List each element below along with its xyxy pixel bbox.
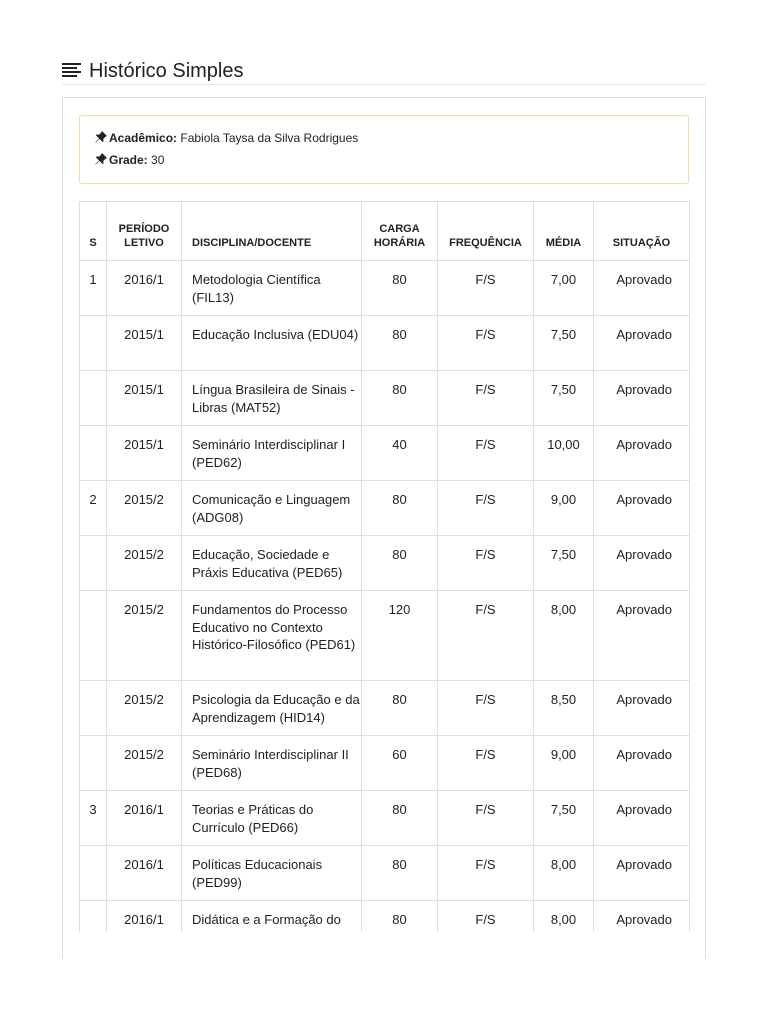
table-row xyxy=(80,681,690,736)
cell-media: 8,00 xyxy=(534,591,594,681)
cell-s xyxy=(80,316,107,371)
cell-s: 3 xyxy=(80,791,107,846)
table-row xyxy=(80,261,690,316)
cell-situacao: Aprovado xyxy=(594,536,690,591)
cell-carga: 120 xyxy=(362,591,438,681)
cell-media: 8,00 xyxy=(534,846,594,901)
cell-situacao: Aprovado xyxy=(594,591,690,681)
table-row xyxy=(80,316,690,371)
cell-periodo: 2016/1 xyxy=(107,261,182,316)
table-row xyxy=(80,736,690,791)
cell-s: 1 xyxy=(80,261,107,316)
header-situacao: SITUAÇÃO xyxy=(594,202,690,261)
cell-periodo: 2016/1 xyxy=(107,901,182,933)
page-title: Histórico Simples xyxy=(89,60,244,82)
cell-situacao: Aprovado xyxy=(594,371,690,426)
cell-media: 10,00 xyxy=(534,426,594,481)
table-row xyxy=(80,591,690,681)
cell-frequencia: F/S xyxy=(438,791,534,846)
grade-value: 30 xyxy=(151,153,165,167)
grade-label: Grade: xyxy=(109,153,148,167)
header-periodo: PERÍODO LETIVO xyxy=(107,202,182,261)
history-table xyxy=(79,201,690,932)
cell-s xyxy=(80,901,107,933)
cell-situacao: Aprovado xyxy=(594,261,690,316)
cell-disciplina: Educação, Sociedade e Práxis Educativa (PED65) xyxy=(182,536,362,591)
cell-situacao: Aprovado xyxy=(594,681,690,736)
cell-frequencia: F/S xyxy=(438,261,534,316)
cell-s xyxy=(80,736,107,791)
cell-disciplina: Comunicação e Linguagem (ADG08) xyxy=(182,481,362,536)
table-row xyxy=(80,536,690,591)
cell-media: 7,50 xyxy=(534,316,594,371)
cell-media: 7,50 xyxy=(534,791,594,846)
cell-s xyxy=(80,846,107,901)
cell-carga: 80 xyxy=(362,371,438,426)
cell-frequencia: F/S xyxy=(438,371,534,426)
cell-periodo: 2015/2 xyxy=(107,736,182,791)
cell-frequencia: F/S xyxy=(438,591,534,681)
cell-carga: 80 xyxy=(362,901,438,933)
cell-disciplina: Seminário Interdisciplinar II (PED68) xyxy=(182,736,362,791)
cell-s: 2 xyxy=(80,481,107,536)
cell-frequencia: F/S xyxy=(438,846,534,901)
cell-disciplina: Metodologia Científica (FIL13) xyxy=(182,261,362,316)
cell-frequencia: F/S xyxy=(438,426,534,481)
cell-periodo: 2015/1 xyxy=(107,316,182,371)
cell-media: 8,50 xyxy=(534,681,594,736)
cell-carga: 80 xyxy=(362,536,438,591)
cell-carga: 80 xyxy=(362,261,438,316)
table-row xyxy=(80,901,690,933)
cell-carga: 40 xyxy=(362,426,438,481)
cell-situacao: Aprovado xyxy=(594,791,690,846)
cell-carga: 60 xyxy=(362,736,438,791)
cell-disciplina: Educação Inclusiva (EDU04) xyxy=(182,316,362,371)
cell-disciplina: Psicologia da Educação e da Aprendizagem (HID14) xyxy=(182,681,362,736)
cell-carga: 80 xyxy=(362,481,438,536)
cell-frequencia: F/S xyxy=(438,481,534,536)
cell-s xyxy=(80,426,107,481)
cell-disciplina: Didática e a Formação do xyxy=(182,901,362,933)
cell-situacao: Aprovado xyxy=(594,481,690,536)
table-row xyxy=(80,426,690,481)
cell-disciplina: Fundamentos do Processo Educativo no Contexto Histórico-Filosófico (PED61) xyxy=(182,591,362,681)
header-media: MÉDIA xyxy=(534,202,594,261)
cell-disciplina: Seminário Interdisciplinar I (PED62) xyxy=(182,426,362,481)
table-header-row xyxy=(80,202,690,261)
cell-frequencia: F/S xyxy=(438,316,534,371)
cell-s xyxy=(80,591,107,681)
cell-media: 9,00 xyxy=(534,736,594,791)
cell-media: 9,00 xyxy=(534,481,594,536)
header-carga: CARGA HORÁRIA xyxy=(362,202,438,261)
cell-disciplina: Língua Brasileira de Sinais - Libras (MAT52) xyxy=(182,371,362,426)
cell-s xyxy=(80,681,107,736)
cell-disciplina: Teorias e Práticas do Currículo (PED66) xyxy=(182,791,362,846)
cell-s xyxy=(80,371,107,426)
cell-periodo: 2015/1 xyxy=(107,426,182,481)
cell-situacao: Aprovado xyxy=(594,901,690,933)
cell-carga: 80 xyxy=(362,681,438,736)
cell-s xyxy=(80,536,107,591)
cell-disciplina: Políticas Educacionais (PED99) xyxy=(182,846,362,901)
cell-media: 7,50 xyxy=(534,371,594,426)
cell-carga: 80 xyxy=(362,316,438,371)
cell-situacao: Aprovado xyxy=(594,426,690,481)
cell-periodo: 2015/2 xyxy=(107,591,182,681)
cell-carga: 80 xyxy=(362,791,438,846)
academico-label: Acadêmico: xyxy=(109,131,178,145)
table-row xyxy=(80,846,690,901)
cell-periodo: 2016/1 xyxy=(107,846,182,901)
header-disciplina: DISCIPLINA/DOCENTE xyxy=(182,202,362,261)
cell-situacao: Aprovado xyxy=(594,316,690,371)
cell-periodo: 2015/2 xyxy=(107,681,182,736)
cell-frequencia: F/S xyxy=(438,901,534,933)
cell-situacao: Aprovado xyxy=(594,736,690,791)
cell-frequencia: F/S xyxy=(438,681,534,736)
header-frequencia: FREQUÊNCIA xyxy=(438,202,534,261)
cell-periodo: 2015/2 xyxy=(107,481,182,536)
cell-frequencia: F/S xyxy=(438,736,534,791)
cell-periodo: 2015/1 xyxy=(107,371,182,426)
table-row xyxy=(80,791,690,846)
cell-carga: 80 xyxy=(362,846,438,901)
cell-media: 7,50 xyxy=(534,536,594,591)
cell-media: 7,00 xyxy=(534,261,594,316)
table-row xyxy=(80,371,690,426)
table-row xyxy=(80,481,690,536)
header-s: S xyxy=(80,202,107,261)
cell-frequencia: F/S xyxy=(438,536,534,591)
cell-periodo: 2015/2 xyxy=(107,536,182,591)
cell-periodo: 2016/1 xyxy=(107,791,182,846)
cell-media: 8,00 xyxy=(534,901,594,933)
cell-situacao: Aprovado xyxy=(594,846,690,901)
academico-value: Fabiola Taysa da Silva Rodrigues xyxy=(180,131,359,145)
